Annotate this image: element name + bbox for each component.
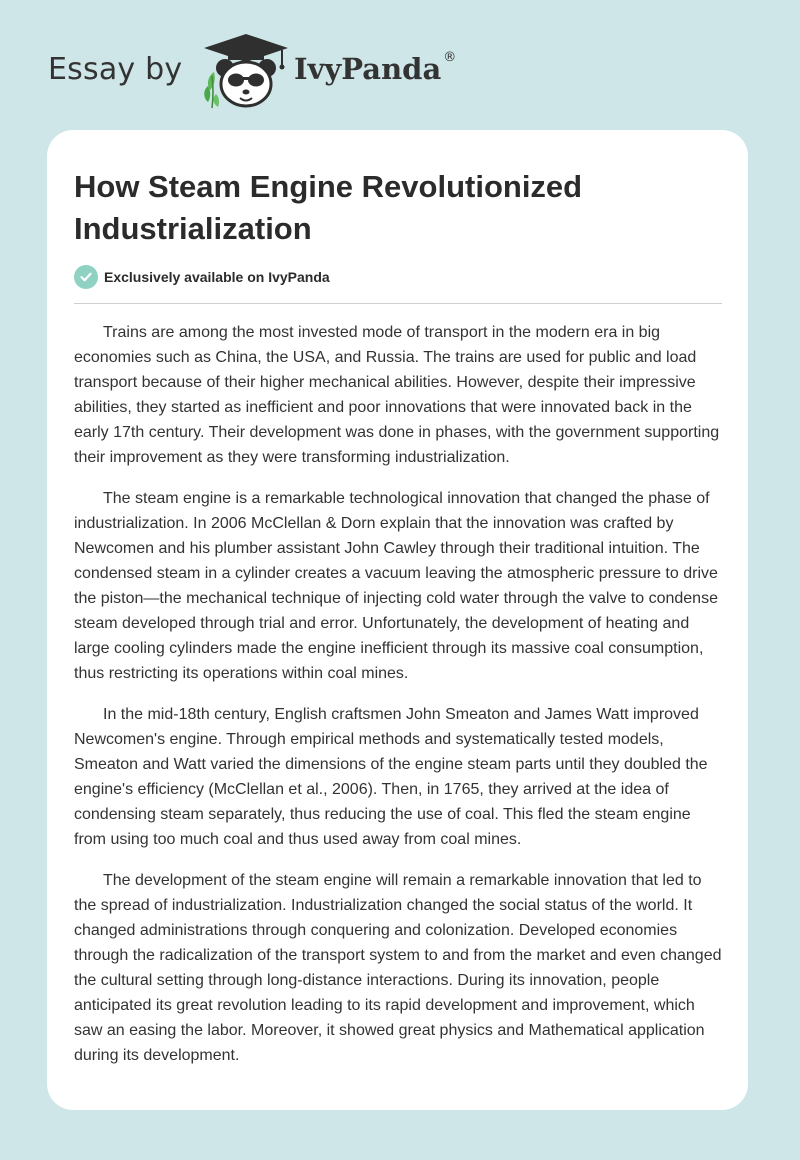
article-body [74, 320, 726, 1084]
brand-name-text: IvyPanda [294, 52, 442, 86]
paragraph-2: The steam engine is a remarkable technological innovation that changed the phase of industrialization. In 2006 McClellan & Dorn explain that the innovation was crafted by Newcomen and his plumber assistant John Cawley through their traditional intuition. The condensed steam in a cylinder creates a vacuum leaving the atmospheric pressure to drive the piston—the mechanical technique of injecting cold water through the valve to condense steam developed through trial and error. Unfortunately, the development of heating and large cooling cylinders made the engine inefficient through its massive coal consumption, thus restricting its operations within coal mines. [74, 490, 718, 682]
brand-name[interactable] [294, 50, 457, 86]
paragraph-1: Trains are among the most invested mode of transport in the modern era in big economies such as China, the USA, and Russia. The trains are used for public and load transport because of their higher mechanical abilities. However, despite their impressive abilities, they started as inefficient and poor innovations that were innovated back in the early 17th century. Their development was done in phases, with the government supporting their improvement as they were transforming industrialization. [74, 324, 720, 466]
title-divider [74, 303, 722, 304]
exclusive-badge [74, 264, 330, 290]
panda-graduate-logo-icon[interactable] [200, 32, 292, 110]
badge-text: Exclusively available on IvyPanda [104, 269, 330, 285]
registered-mark: ® [443, 50, 457, 65]
check-circle-icon [74, 265, 98, 289]
site-header [0, 0, 800, 130]
paragraph-4: The development of the steam engine will remain a remarkable innovation that led to the spread of industrialization. Industrialization changed the social status of the world. It changed administrations through conquering and colonization. Developed economies through the radicalization of the transport system to and from the market and even changed the cultural setting through long-distance interactions. During its innovation, people anticipated its great revolution leading to its rapid development and improvement, which saw an easing the labor. Moreover, it showed great physics and Mathematical application during its development. [74, 872, 722, 1064]
article-card [47, 130, 748, 1110]
paragraph-3: In the mid-18th century, English craftsmen John Smeaton and James Watt improved Newcomen's engine. Through empirical methods and systematically tested models, Smeaton and Watt varied the dimensions of the engine steam parts until they doubled the engine's efficiency (McClellan et al., 2006). Then, in 1765, they arrived at the idea of condensing steam separately, thus reducing the use of coal. This fled the steam engine from using too much coal and thus used away from coal mines. [74, 706, 708, 848]
brand-prefix: Essay by [48, 52, 183, 87]
page-title: How Steam Engine Revolutionized Industrialization [74, 169, 583, 246]
